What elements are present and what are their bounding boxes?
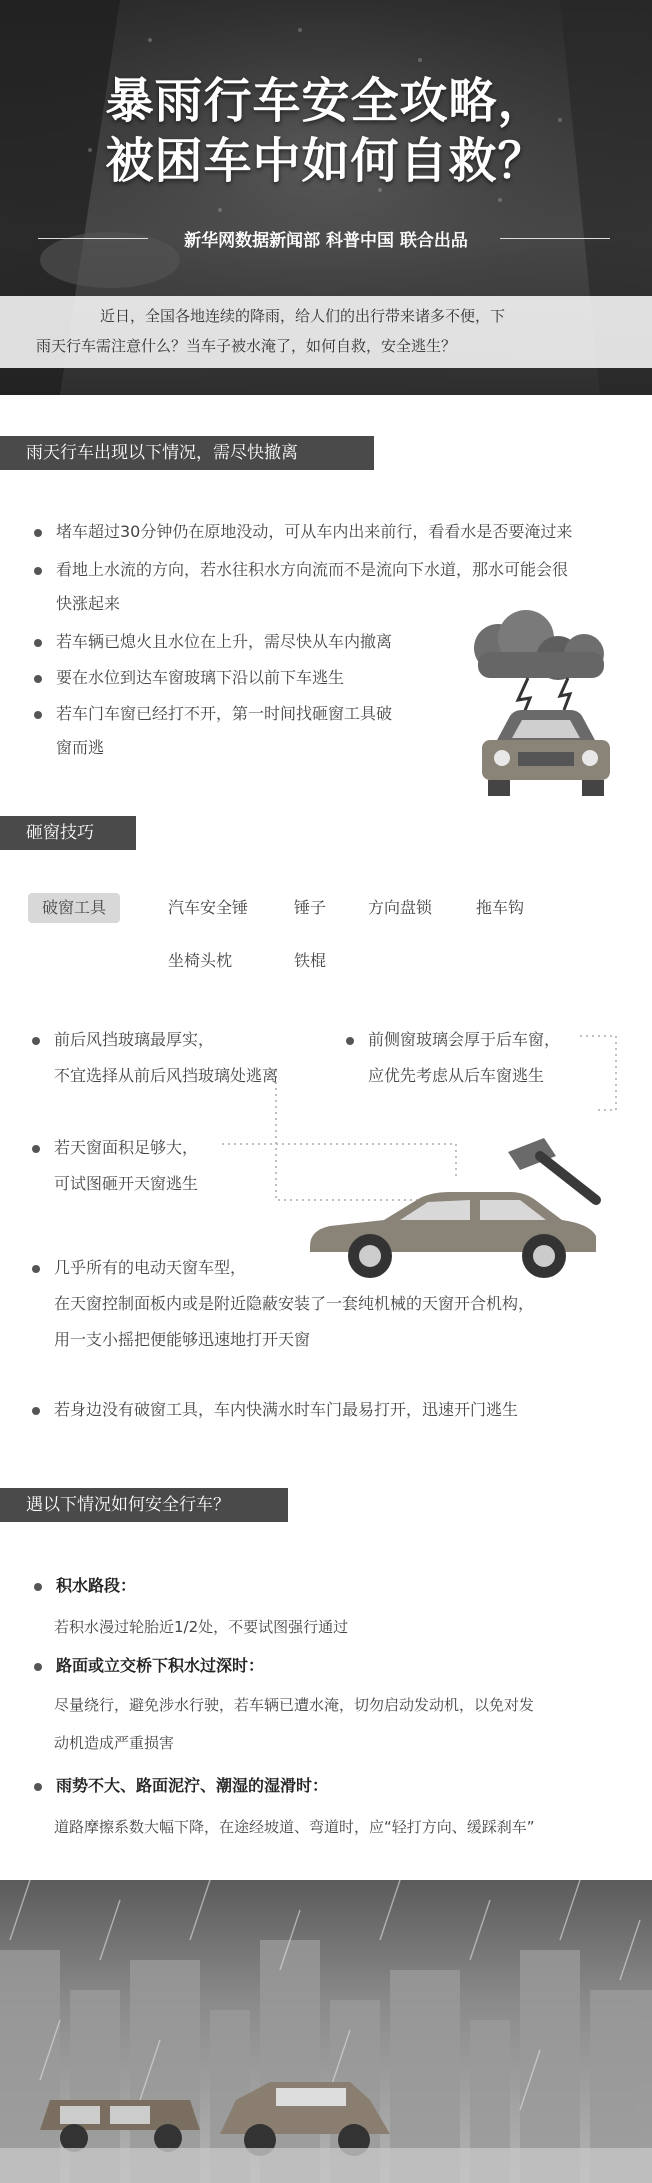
list-item: 看地上水流的方向，若水往积水方向流而不是流向下水道，那水可能会很 xyxy=(56,556,568,584)
bullet-dot xyxy=(34,1783,42,1791)
list-item-continued: 窗而逃 xyxy=(56,738,105,757)
tool-iron-rod: 铁棍 xyxy=(294,951,327,970)
city-skyline-icon xyxy=(0,1880,652,2183)
tool-tow-hook: 拖车钩 xyxy=(476,898,525,917)
condition-desc-continued: 动机造成严重损害 xyxy=(54,1734,175,1752)
condition-desc: 若积水漫过轮胎近1/2处，不要试图强行通过 xyxy=(54,1618,349,1636)
tools-label: 破窗工具 xyxy=(28,893,120,923)
condition-desc: 道路摩擦系数大幅下降，在途经坡道、弯道时，应“轻打方向、缓踩刹车” xyxy=(54,1818,535,1836)
tool-safety-hammer: 汽车安全锤 xyxy=(168,898,249,917)
bullet-dot xyxy=(34,675,42,683)
tip-item: 若身边没有破窗工具，车内快满水时车门最易打开，迅速开门逃生 xyxy=(54,1396,518,1424)
tool-hammer: 锤子 xyxy=(294,898,327,917)
bullet-dot xyxy=(34,1583,42,1591)
tip-item-continued: 在天窗控制面板内或是附近隐蔽安装了一套纯机械的天窗开合机构， xyxy=(54,1294,535,1313)
list-item: 若车辆已熄火且水位在上升，需尽快从车内撤离 xyxy=(56,628,392,656)
tip-item-continued: 应优先考虑从后车窗逃生 xyxy=(368,1066,545,1085)
bullet-dot xyxy=(32,1265,40,1273)
hammer-icon xyxy=(508,1138,596,1200)
condition-title: 雨势不大、路面泥泞、潮湿的湿滑时： xyxy=(56,1772,328,1800)
tip-item-continued: 用一支小摇把便能够迅速地打开天窗 xyxy=(54,1330,311,1349)
tip-item: 前侧窗玻璃会厚于后车窗， xyxy=(368,1026,560,1054)
tip-item: 前后风挡玻璃最厚实， xyxy=(54,1026,214,1054)
tool-headrest: 坐椅头枕 xyxy=(168,951,233,970)
hammer-car-illustration xyxy=(300,1130,620,1280)
rainy-city-illustration xyxy=(0,1880,652,2183)
producers: 新华网数据新闻部 科普中国 联合出品 xyxy=(184,231,468,251)
title-line-1: 暴雨行车安全攻略， xyxy=(105,73,547,129)
bullet-dot xyxy=(346,1037,354,1045)
storm-cloud-icon xyxy=(474,610,604,718)
tool-steering-lock: 方向盘锁 xyxy=(368,898,433,917)
list-item: 要在水位到达车窗玻璃下沿以前下车逃生 xyxy=(56,664,344,692)
storm-car-illustration xyxy=(458,608,618,808)
list-item: 若车门车窗已经打不开，第一时间找砸窗工具破 xyxy=(56,700,392,728)
bullet-dot xyxy=(34,529,42,537)
condition-title: 积水路段： xyxy=(56,1572,136,1600)
bullet-dot xyxy=(32,1407,40,1415)
list-item-continued: 快涨起来 xyxy=(56,594,121,613)
car-front-icon xyxy=(482,710,610,796)
bullet-dot xyxy=(34,1663,42,1671)
title-line-2: 被困车中如何自救？ xyxy=(105,133,547,189)
bullet-dot xyxy=(34,567,42,575)
intro-line-2: 雨天行车需注意什么？当车子被水淹了，如何自救，安全逃生？ xyxy=(36,337,457,355)
bullet-dot xyxy=(34,639,42,647)
bullet-dot xyxy=(34,711,42,719)
section2-label: 砸窗技巧 xyxy=(0,816,136,850)
section1-label: 雨天行车出现以下情况，需尽快撤离 xyxy=(0,436,374,470)
divider-right xyxy=(500,238,610,239)
bullet-dot xyxy=(32,1145,40,1153)
condition-title: 路面或立交桥下积水过深时： xyxy=(56,1652,264,1680)
sedan-car-icon xyxy=(310,1192,596,1278)
tip-item: 若天窗面积足够大， xyxy=(54,1134,198,1162)
intro-line-1: 近日，全国各地连续的降雨，给人们的出行带来诸多不便，下 xyxy=(100,307,506,325)
condition-desc: 尽量绕行，避免涉水行驶，若车辆已遭水淹，切勿启动发动机，以免对发 xyxy=(54,1696,535,1714)
tip-item-continued: 可试图砸开天窗逃生 xyxy=(54,1174,199,1193)
list-item: 堵车超过30分钟仍在原地没动，可从车内出来前行，看看水是否要淹过来 xyxy=(56,518,572,546)
hero-header xyxy=(0,0,652,395)
section3-label: 遇以下情况如何安全行车？ xyxy=(0,1488,288,1522)
bullet-dot xyxy=(32,1037,40,1045)
tip-item-continued: 不宜选择从前后风挡玻璃处逃离 xyxy=(54,1066,279,1085)
tip-item: 几乎所有的电动天窗车型， xyxy=(54,1254,246,1282)
intro-box xyxy=(0,296,652,368)
